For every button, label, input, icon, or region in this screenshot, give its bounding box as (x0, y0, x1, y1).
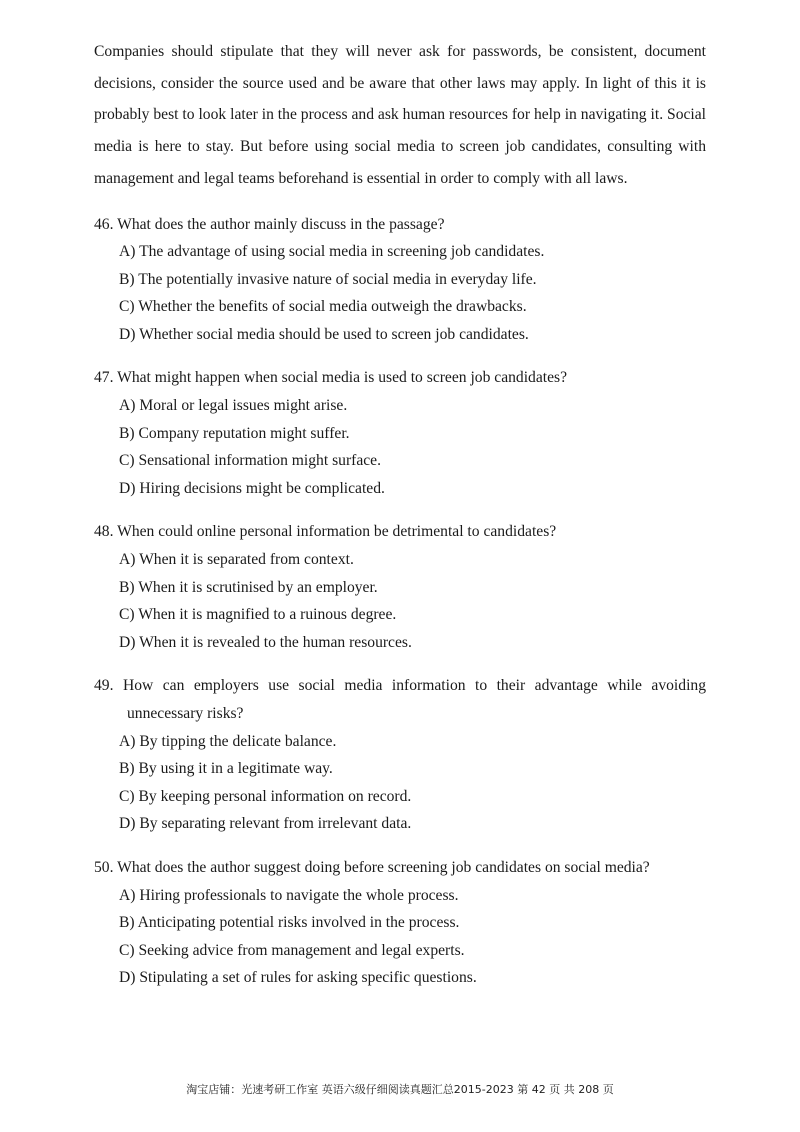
question-stem: 50. What does the author suggest doing before screening job candidates on social media? (94, 858, 650, 876)
question-48 (94, 518, 706, 656)
answer-option: D) By separating relevant from irrelevant data. (119, 815, 412, 833)
answer-option: C) Whether the benefits of social media outweigh the drawbacks. (119, 298, 527, 316)
question-46 (94, 211, 706, 349)
question-49 (94, 672, 706, 838)
answer-option: A) By tipping the delicate balance. (119, 732, 337, 750)
answer-option: A) When it is separated from context. (119, 551, 354, 569)
question-stem: 46. What does the author mainly discuss in the passage? (94, 215, 445, 233)
answer-option: D) Whether social media should be used to screen job candidates. (119, 325, 529, 343)
answer-option: D) When it is revealed to the human resources. (119, 633, 412, 651)
answer-option: B) The potentially invasive nature of social media in everyday life. (119, 270, 537, 288)
question-stem: 47. What might happen when social media is used to screen job candidates? (94, 369, 568, 387)
question-50 (94, 854, 706, 992)
answer-option: A) Moral or legal issues might arise. (119, 397, 348, 415)
answer-option: B) Anticipating potential risks involved in the process. (119, 914, 460, 932)
answer-option: C) When it is magnified to a ruinous degree. (119, 606, 397, 624)
answer-option: B) By using it in a legitimate way. (119, 760, 333, 778)
question-47 (94, 364, 706, 502)
question-stem: 49. How can employers use social media information to their advantage while avoiding unnecessary risks? (94, 677, 706, 723)
answer-option: C) Sensational information might surface. (119, 452, 382, 470)
answer-option: D) Hiring decisions might be complicated. (119, 479, 385, 497)
question-stem: 48. When could online personal information be detrimental to candidates? (94, 523, 557, 541)
page-footer: 淘宝店铺：光速考研工作室 英语六级仔细阅读真题汇总2015-2023 第 42 页 共 208 页 (186, 1083, 614, 1096)
answer-option: C) Seeking advice from management and legal experts. (119, 941, 465, 959)
answer-option: B) Company reputation might suffer. (119, 424, 350, 442)
question-list (94, 211, 706, 992)
answer-option: A) The advantage of using social media in screening job candidates. (119, 243, 545, 261)
answer-option: B) When it is scrutinised by an employer. (119, 578, 378, 596)
answer-option: C) By keeping personal information on record. (119, 787, 412, 805)
answer-option: D) Stipulating a set of rules for asking specific questions. (119, 969, 477, 987)
passage-paragraph: Companies should stipulate that they will never ask for passwords, be consistent, document decisions, consider the source used and be aware that other laws may apply. In light of this it is probably best to look later in the process and ask human resources for help in navigating it. Social media is here to stay. But before using social media to screen job candidates, consulting with management and legal teams beforehand is essential in order to comply with all laws. (94, 43, 706, 187)
answer-option: A) Hiring professionals to navigate the whole process. (119, 886, 459, 904)
document-page (94, 36, 706, 992)
